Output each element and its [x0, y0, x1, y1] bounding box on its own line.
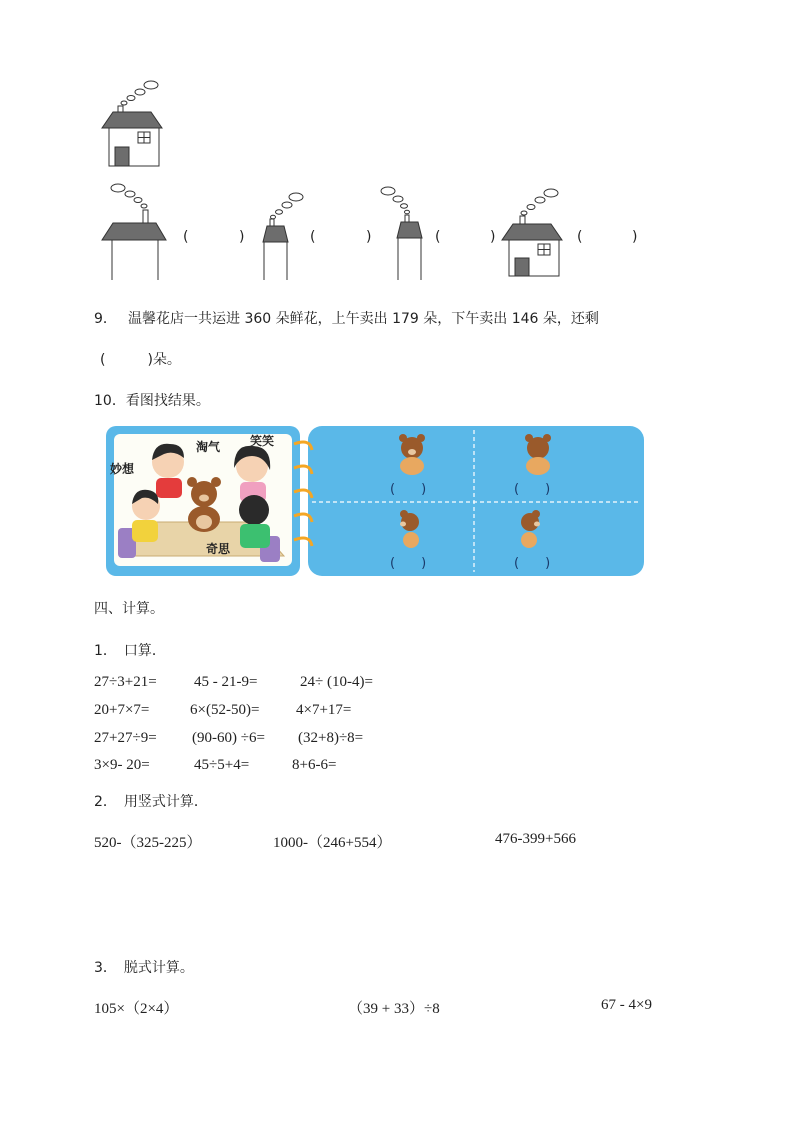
- step-calc-3: 67 - 4×9: [601, 997, 652, 1013]
- s1-title: 1． 口算．: [94, 643, 166, 659]
- bear-blank-1: ( ): [390, 482, 427, 497]
- reference-house-figure: [98, 76, 168, 170]
- q9-text: 温馨花店一共运进 360 朵鲜花，上午卖出 179 朵，下午卖出 146 朵，还剩: [128, 311, 599, 327]
- q10-title: 10．看图找结果。: [94, 393, 210, 409]
- s2-title: 2． 用竖式计算．: [94, 794, 208, 810]
- house-view-2: [256, 188, 306, 282]
- house-view-1: [98, 180, 170, 282]
- blank-1-close: ): [239, 229, 245, 245]
- bear-blank-2: ( ): [514, 482, 551, 497]
- name-miaoxiang: 妙想: [110, 462, 135, 476]
- calc-2-2: 6×(52-50)=: [190, 702, 260, 718]
- name-xiaoxiao: 笑笑: [250, 434, 275, 448]
- bear-blank-4: ( ): [514, 556, 551, 571]
- step-calc-2: （39 + 33）÷8: [348, 1001, 440, 1017]
- s3-title: 3． 脱式计算。: [94, 960, 194, 976]
- vertical-calc-2: 1000-（246+554）: [273, 835, 392, 851]
- step-calc-1: 105×（2×4）: [94, 1001, 179, 1017]
- blank-4-close: ): [632, 229, 638, 245]
- blank-3-open: (: [435, 229, 441, 245]
- calc-3-2: (90-60) ÷6=: [192, 730, 265, 746]
- house-view-4: [498, 184, 568, 280]
- blank-2-close: ): [366, 229, 372, 245]
- calc-1-1: 27÷3+21=: [94, 674, 157, 690]
- smoke-icon: [121, 81, 158, 105]
- blank-1-open: (: [183, 229, 189, 245]
- calc-2-3: 4×7+17=: [296, 702, 352, 718]
- name-taoqi: 淘气: [196, 440, 221, 454]
- blank-4-open: (: [577, 229, 583, 245]
- house-view-3: [378, 184, 426, 282]
- bear-blank-3: ( ): [390, 556, 427, 571]
- calc-2-1: 20+7×7=: [94, 702, 150, 718]
- q10-figure: [104, 424, 646, 582]
- blank-2-open: (: [310, 229, 316, 245]
- vertical-calc-1: 520-（325-225）: [94, 835, 202, 851]
- q10-illustration: [104, 424, 646, 582]
- calc-3-1: 27+27÷9=: [94, 730, 157, 746]
- vertical-calc-3: 476-399+566: [495, 831, 576, 847]
- section4-title: 四、计算。: [94, 601, 164, 617]
- name-qisi: 奇思: [206, 542, 231, 556]
- calc-4-3: 8+6-6=: [292, 757, 337, 773]
- q9-number: 9．: [94, 311, 117, 327]
- calc-4-2: 45÷5+4=: [194, 757, 250, 773]
- calc-1-3: 24÷ (10-4)=: [300, 674, 373, 690]
- calc-1-2: 45 - 21-9=: [194, 674, 258, 690]
- blank-3-close: ): [490, 229, 496, 245]
- q9-answer-line: ( )朵。: [100, 352, 181, 368]
- calc-3-3: (32+8)÷8=: [298, 730, 364, 746]
- calc-4-1: 3×9- 20=: [94, 757, 150, 773]
